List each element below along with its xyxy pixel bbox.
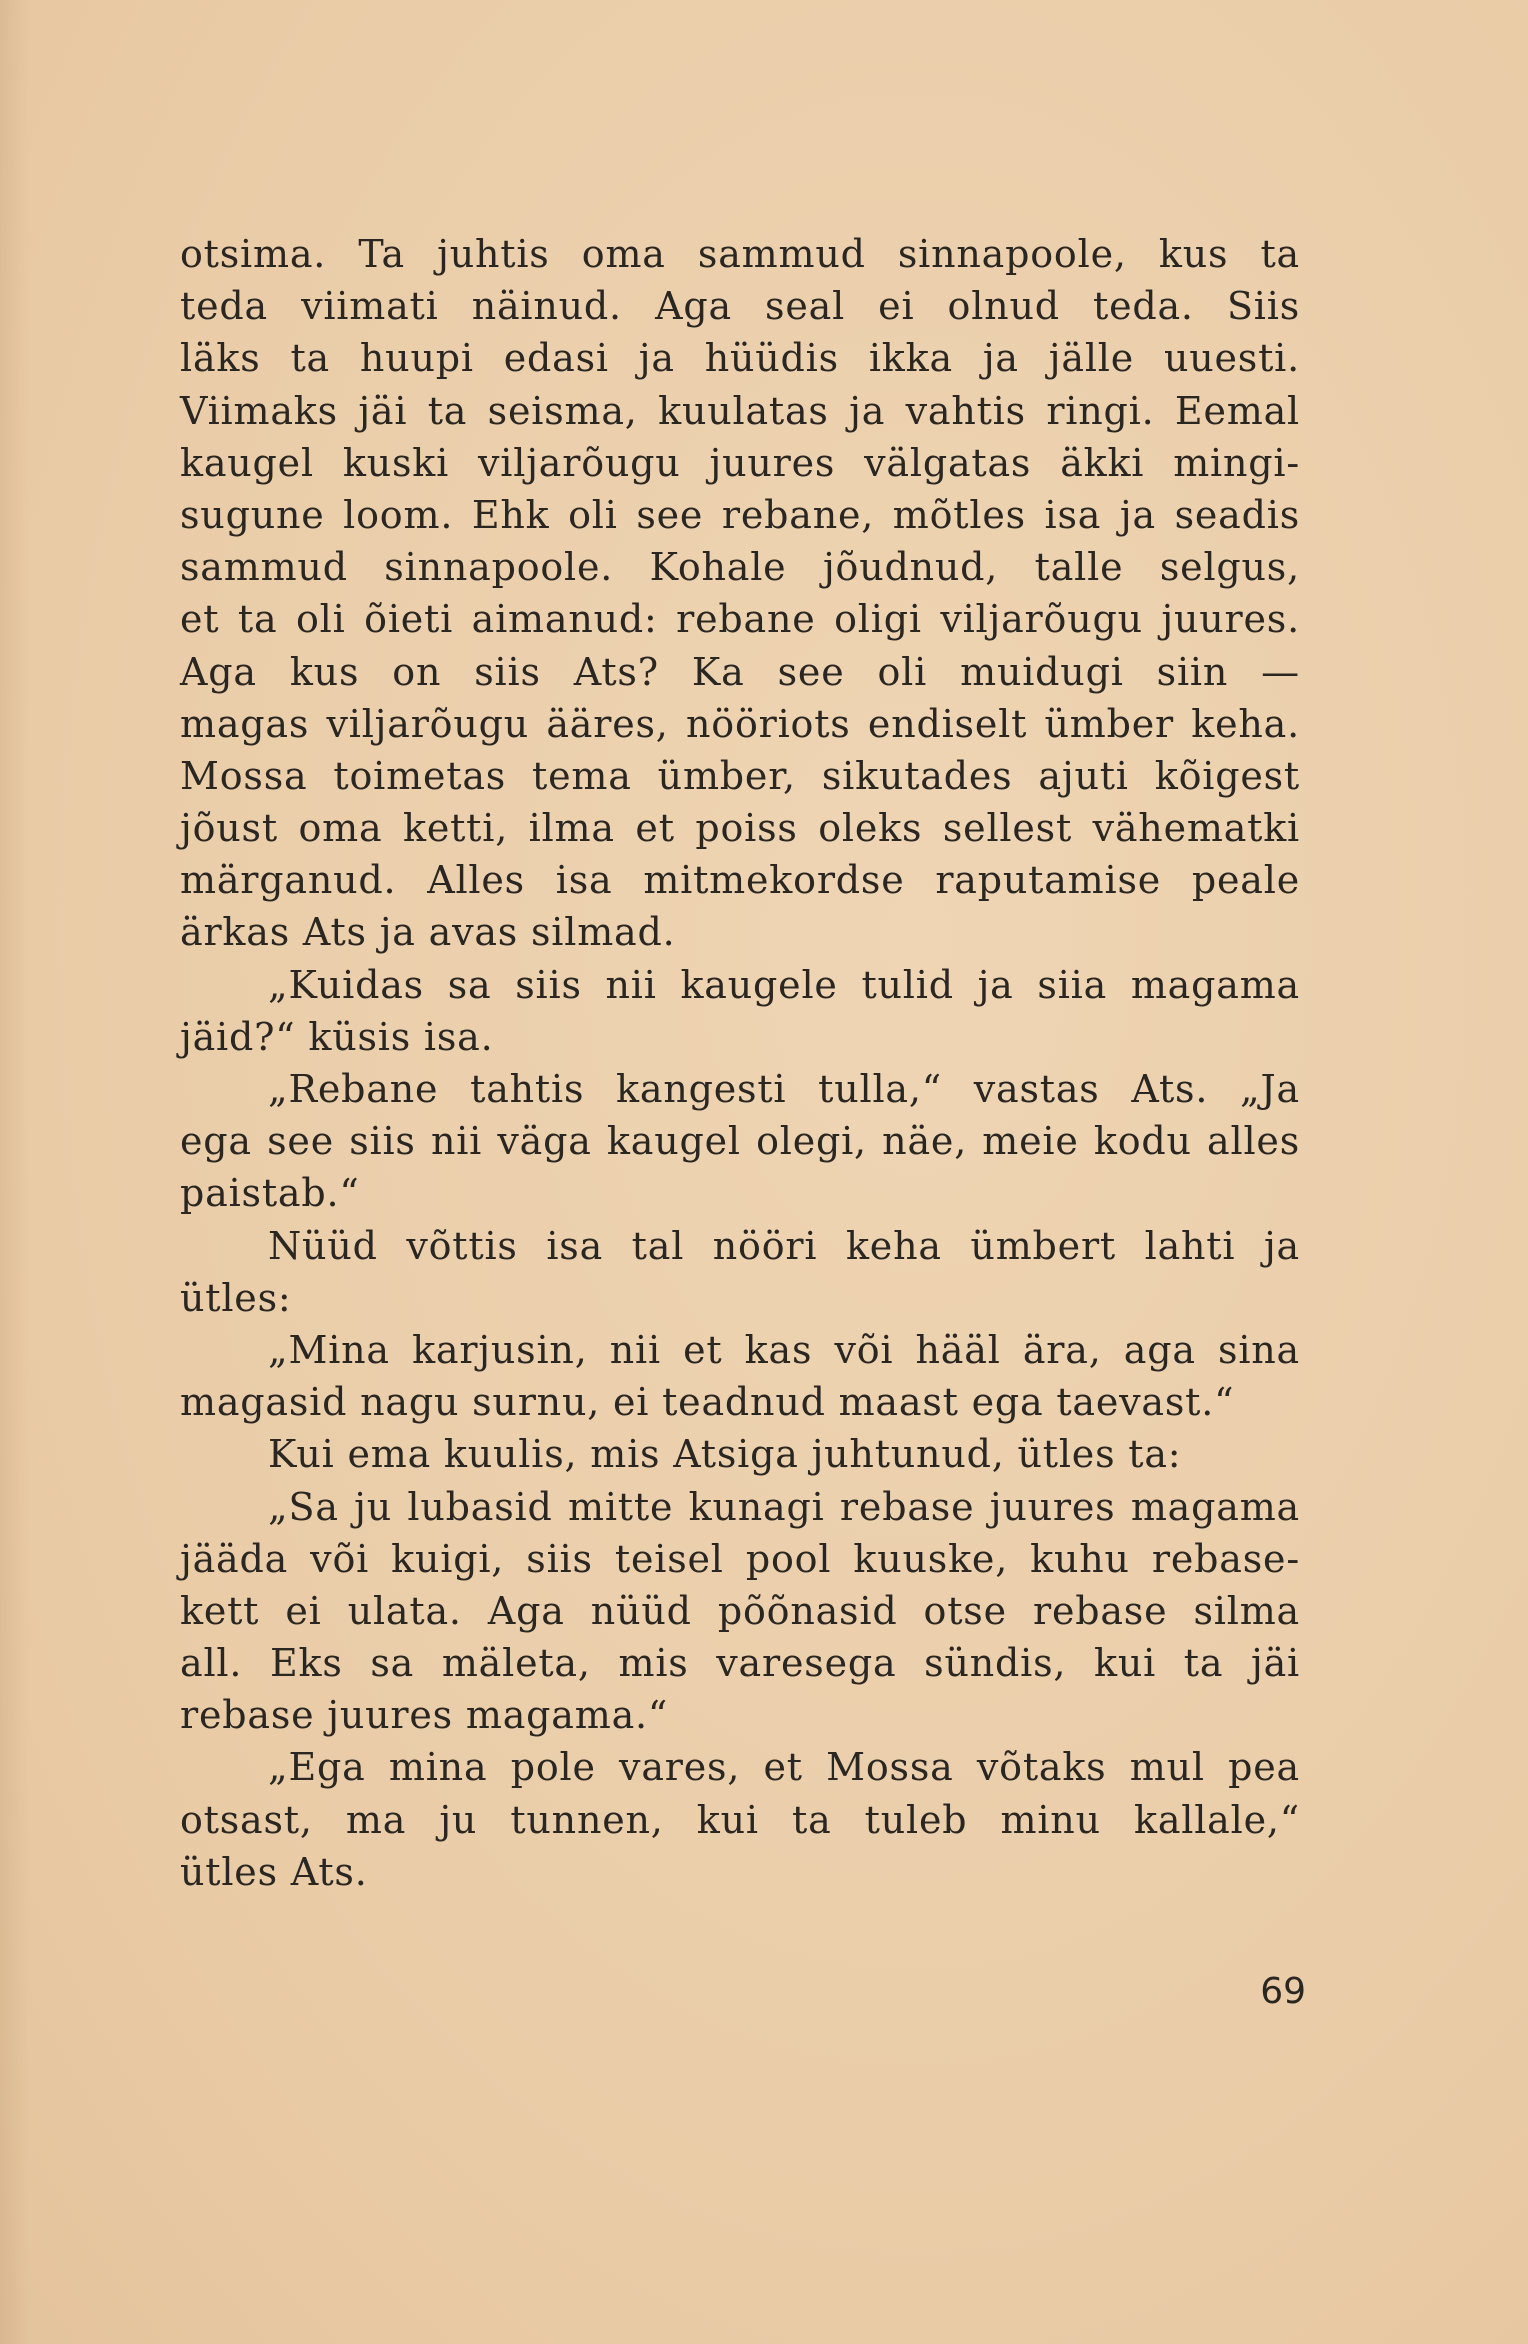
- text-line: all. Eks sa mäleta, mis varesega sündis, kui ta jäi: [180, 1641, 1300, 1686]
- text-line: jääda või kuigi, siis teisel pool kuuske, kuhu rebase-: [180, 1536, 1300, 1581]
- text-line: Viimaks jäi ta seisma, kuulatas ja vahtis ringi. Eemal: [180, 388, 1300, 433]
- text-line: märganud. Alles isa mitmekordse raputamise peale: [180, 858, 1300, 903]
- text-line: kaugel kuski viljarõugu juures välgatas äkki mingi-: [180, 440, 1300, 485]
- text-line: et ta oli õieti aimanud: rebane oligi viljarõugu juures.: [180, 597, 1300, 642]
- text-line: ütles:: [180, 1275, 292, 1320]
- text-line: otsima. Ta juhtis oma sammud sinnapoole, kus ta: [180, 232, 1300, 276]
- page-number: 69: [1260, 1971, 1306, 2012]
- text-line: jäid?“ küsis isa.: [180, 1014, 494, 1059]
- text-line: ärkas Ats ja avas silmad.: [180, 910, 676, 955]
- text-line: ütles Ats.: [180, 1849, 368, 1894]
- text-line: „Sa ju lubasid mitte kunagi rebase juures magama: [268, 1484, 1300, 1529]
- text-line: läks ta huupi edasi ja hüüdis ikka ja jälle uuesti.: [180, 336, 1300, 381]
- text-line: „Rebane tahtis kangesti tulla,“ vastas Ats. „Ja: [268, 1067, 1300, 1111]
- text-line: „Mina karjusin, nii et kas või hääl ära, aga sina: [268, 1327, 1300, 1372]
- text-line: jõust oma ketti, ilma et poiss oleks sellest vähematki: [180, 806, 1300, 851]
- text-line: paistab.“: [180, 1171, 360, 1216]
- text-line: Mossa toimetas tema ümber, sikutades ajuti kõigest: [180, 753, 1300, 798]
- text-line: magasid nagu surnu, ei teadnud maast ega taevast.“: [180, 1380, 1235, 1425]
- body-text: [180, 228, 1300, 1898]
- text-line: rebase juures magama.“: [180, 1693, 669, 1738]
- text-line: otsast, ma ju tunnen, kui ta tuleb minu kallale,“: [180, 1797, 1300, 1842]
- text-line: kett ei ulata. Aga nüüd põõnasid otse rebase silma: [180, 1588, 1300, 1633]
- text-line: Aga kus on siis Ats? Ka see oli muidugi siin —: [180, 649, 1300, 694]
- text-line: „Ega mina pole vares, et Mossa võtaks mul pea: [268, 1745, 1300, 1790]
- text-line: „Kuidas sa siis nii kaugele tulid ja siia magama: [268, 962, 1300, 1007]
- text-line: ega see siis nii väga kaugel olegi, näe, meie kodu alles: [180, 1119, 1300, 1164]
- text-line: Kui ema kuulis, mis Atsiga juhtunud, ütles ta:: [268, 1432, 1182, 1477]
- text-line: teda viimati näinud. Aga seal ei olnud teda. Siis: [180, 284, 1300, 329]
- text-line: sammud sinnapoole. Kohale jõudnud, talle selgus,: [180, 545, 1300, 590]
- text-line: sugune loom. Ehk oli see rebane, mõtles isa ja seadis: [180, 492, 1300, 537]
- text-line: Nüüd võttis isa tal nööri keha ümbert lahti ja: [268, 1223, 1300, 1268]
- text-line: magas viljarõugu ääres, nööriots endiselt ümber keha.: [180, 701, 1300, 746]
